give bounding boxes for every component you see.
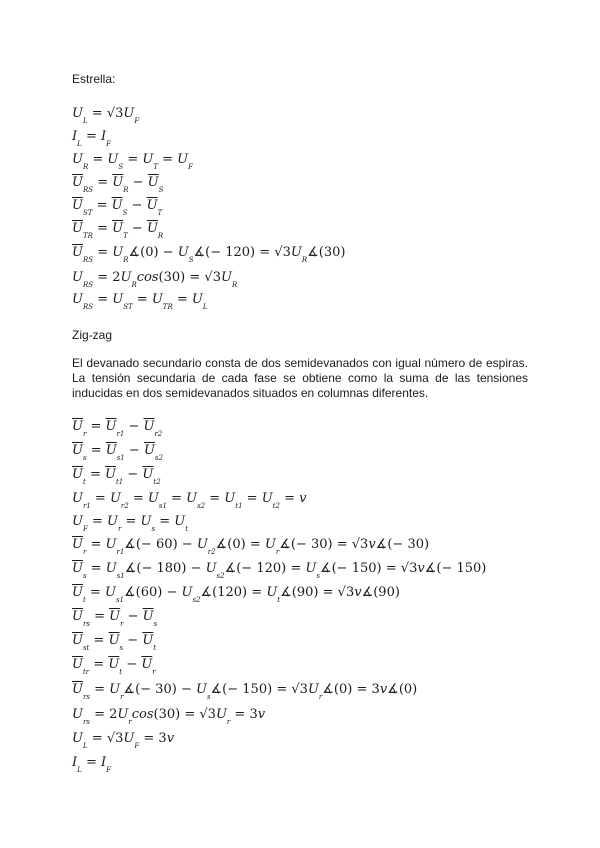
equation-zigzag-14: $U_L = √3U_F = 3v$ bbox=[72, 731, 175, 750]
equation-star-9: $U_{RS} = U_{ST} = U_{TR} = U_L$ bbox=[72, 292, 208, 311]
equation-zigzag-1: $\overline{U}_r = \overline{U}_{r1} - \overline{U}_{r2}$ bbox=[72, 419, 163, 438]
equation-zigzag-3: $\overline{U}_t = \overline{U}_{t1} - \overline{U}_{t2}$ bbox=[72, 467, 161, 486]
equation-zigzag-2: $\overline{U}_s = \overline{U}_{s1} - \overline{U}_{s2}$ bbox=[72, 443, 163, 462]
equation-zigzag-13: $U_{rs} = 2U_r\cos(30) = √3U_r = 3v$ bbox=[72, 707, 266, 726]
equation-zigzag-7: $\overline{U}_s$ = $U_{s1}∡(- 180)$ − $U_{s2}∡(- 120)$ = $U_s∡(- 150)$ = √3v∡(− 150) bbox=[72, 561, 487, 580]
heading-zig-zag: Zig-zag bbox=[72, 328, 113, 342]
equation-star-1: $U_L = √3U_F$ bbox=[72, 106, 140, 125]
heading-estrella: Estrella: bbox=[72, 72, 116, 86]
equation-zigzag-6: $\overline{U}_r$ = $U_{r1}∡(- 60)$ − $U_{r2}∡(0)$ = $U_r∡(- 30)$ = √3v∡(− 30) bbox=[72, 537, 430, 556]
paragraph-zig-zag: El devanado secundario consta de dos semidevanados con igual número de espiras. La tensión secundaria de cada fase se obtiene como la suma de las tensiones inducidas en dos semidevanados situados en columnas diferentes. bbox=[72, 356, 528, 400]
equation-zigzag-8: $\overline{U}_t$ = $U_{s1}∡(60)$ − $U_{s2}∡(120)$ = $U_t∡(90)$ = √3v∡(90) bbox=[72, 585, 400, 604]
equation-star-5: $\overline{U}_{ST} = \overline{U}_S - \overline{U}_T$ bbox=[72, 198, 163, 217]
equation-zigzag-5: $U_F = U_r = U_s = U_t$ bbox=[72, 514, 189, 533]
equation-zigzag-4: $U_{r1} = U_{r2} = U_{s1} = U_{s2} = U_{t1} = U_{t2} = v$ bbox=[72, 491, 307, 510]
equation-zigzag-9: $\overline{U}_{rs} = \overline{U}_r - \overline{U}_s$ bbox=[72, 609, 158, 628]
equation-zigzag-10: $\overline{U}_{st} = \overline{U}_s - \overline{U}_t$ bbox=[72, 633, 157, 652]
equation-star-6: $\overline{U}_{TR} = \overline{U}_T - \overline{U}_R$ bbox=[72, 221, 164, 240]
equation-star-4: $\overline{U}_{RS} = \overline{U}_R - \overline{U}_S$ bbox=[72, 175, 164, 194]
equation-star-8: $U_{RS} = 2U_R\cos(30) = √3U_R$ bbox=[72, 270, 238, 289]
equation-zigzag-15: $I_L = I_F$ bbox=[72, 755, 111, 774]
equation-star-3: $U_R = U_S = U_T = U_F$ bbox=[72, 152, 193, 171]
equation-star-7: $\overline{U}_{RS}$ = $U_R∡(0)$ − $U_S∡(- 120)$ = $√3U_R∡(30)$ bbox=[72, 245, 346, 264]
equation-zigzag-12: $\overline{U}_{rs}$ = $U_r∡(- 30)$ − $U_s∡(- 150)$ = $√3U_r∡(0)$ = 3v∡(0) bbox=[72, 682, 418, 701]
equation-zigzag-11: $\overline{U}_{tr} = \overline{U}_t - \overline{U}_r$ bbox=[72, 657, 156, 676]
equation-star-2: $I_L = I_F$ bbox=[72, 129, 111, 148]
